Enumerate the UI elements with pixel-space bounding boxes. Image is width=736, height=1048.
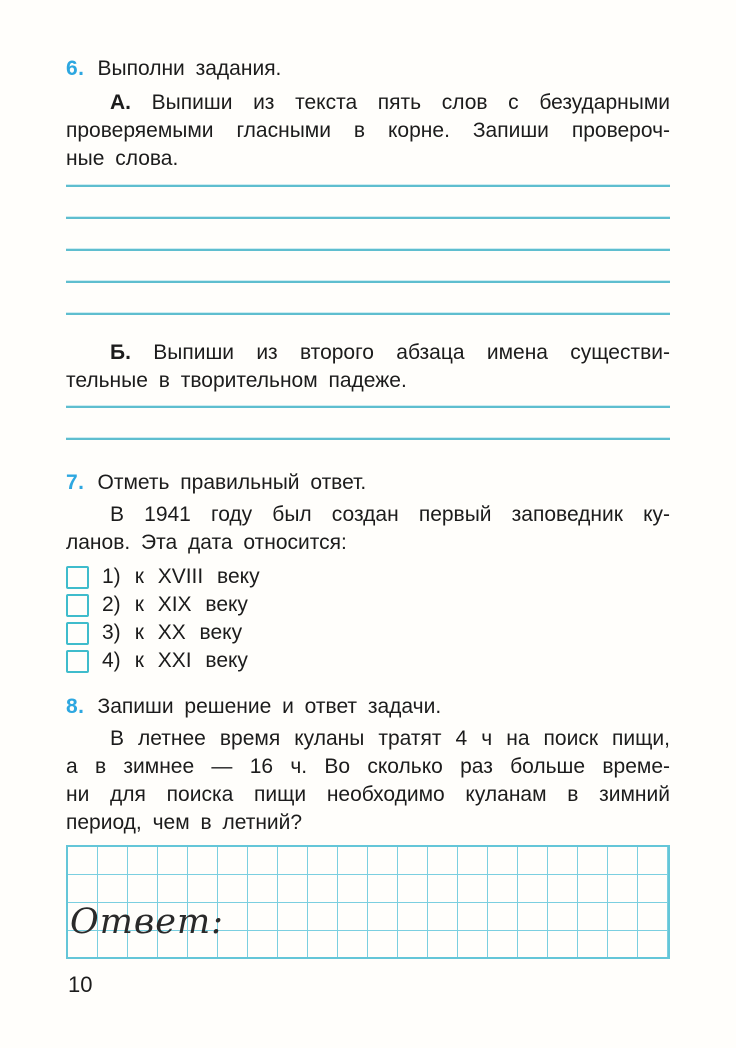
- task-6-title: Выполни задания.: [97, 57, 282, 80]
- option-4-text: к XXI веку: [134, 649, 248, 672]
- option-1-checkbox[interactable]: [66, 566, 89, 589]
- task-8-number: 8.: [66, 695, 85, 718]
- paragraph-line: тельные в творительном падеже.: [66, 369, 407, 392]
- option-3-checkbox[interactable]: [66, 622, 89, 645]
- option-row-4: [66, 647, 670, 675]
- answer-grid[interactable]: [66, 845, 670, 959]
- paragraph-line: проверяемыми гласными в корне. Запиши провероч-: [66, 119, 670, 142]
- part-a-label: А.: [110, 91, 131, 114]
- option-2-text: к XIX веку: [134, 593, 248, 616]
- task-8-header: [66, 693, 670, 721]
- answer-lines-a: [66, 173, 670, 315]
- option-row-2: [66, 591, 670, 619]
- paragraph-line: а в зимнее — 16 ч. Во сколько раз больше време-: [66, 755, 670, 778]
- task-7: [66, 469, 670, 675]
- task-8-statement: [66, 725, 670, 837]
- paragraph-text: Выпиши из второго абзаца имена существи-: [153, 341, 670, 364]
- option-1-text: к XVIII веку: [134, 565, 260, 588]
- option-3-number: 3): [102, 621, 121, 644]
- option-3-text: к XX веку: [134, 621, 243, 644]
- paragraph-line: ланов. Эта дата относится:: [66, 531, 347, 554]
- paragraph-line: период, чем в летний?: [66, 811, 303, 834]
- paragraph-line: ни для поиска пищи необходимо куланам в зимний: [66, 783, 670, 806]
- writing-line[interactable]: [66, 395, 670, 408]
- paragraph-line: [66, 339, 670, 367]
- task-7-statement: [66, 501, 670, 557]
- paragraph-text: Выпиши из текста пять слов с безударными: [151, 91, 670, 114]
- task-6: [66, 55, 670, 440]
- paragraph-line: В 1941 году был создан первый заповедник ку-: [110, 503, 670, 526]
- answer-lines-b: [66, 395, 670, 440]
- writing-line[interactable]: [66, 173, 670, 187]
- writing-line[interactable]: [66, 187, 670, 219]
- task-6-number: 6.: [66, 57, 85, 80]
- task-7-header: [66, 469, 670, 497]
- writing-line[interactable]: [66, 251, 670, 283]
- writing-line[interactable]: [66, 408, 670, 440]
- task-7-options: [66, 563, 670, 675]
- workbook-page: [66, 55, 670, 959]
- task-7-title: Отметь правильный ответ.: [97, 471, 367, 494]
- writing-line[interactable]: [66, 219, 670, 251]
- page-number: 10: [68, 972, 93, 997]
- option-row-1: [66, 563, 670, 591]
- task-6-part-a-text: [66, 89, 670, 173]
- option-4-checkbox[interactable]: [66, 650, 89, 673]
- part-b-label: Б.: [110, 341, 131, 364]
- answer-label: Ответ:: [70, 902, 224, 942]
- option-2-number: 2): [102, 593, 121, 616]
- option-4-number: 4): [102, 649, 121, 672]
- paragraph-line: В летнее время куланы тратят 4 ч на поиск пищи,: [110, 727, 670, 750]
- task-6-header: [66, 55, 670, 83]
- option-row-3: [66, 619, 670, 647]
- writing-line[interactable]: [66, 283, 670, 315]
- task-7-number: 7.: [66, 471, 85, 494]
- task-8-title: Запиши решение и ответ задачи.: [97, 695, 442, 718]
- task-6-part-b-text: [66, 339, 670, 395]
- option-1-number: 1): [102, 565, 121, 588]
- paragraph-line: [66, 89, 670, 117]
- option-2-checkbox[interactable]: [66, 594, 89, 617]
- task-8: [66, 693, 670, 959]
- paragraph-line: ные слова.: [66, 147, 179, 170]
